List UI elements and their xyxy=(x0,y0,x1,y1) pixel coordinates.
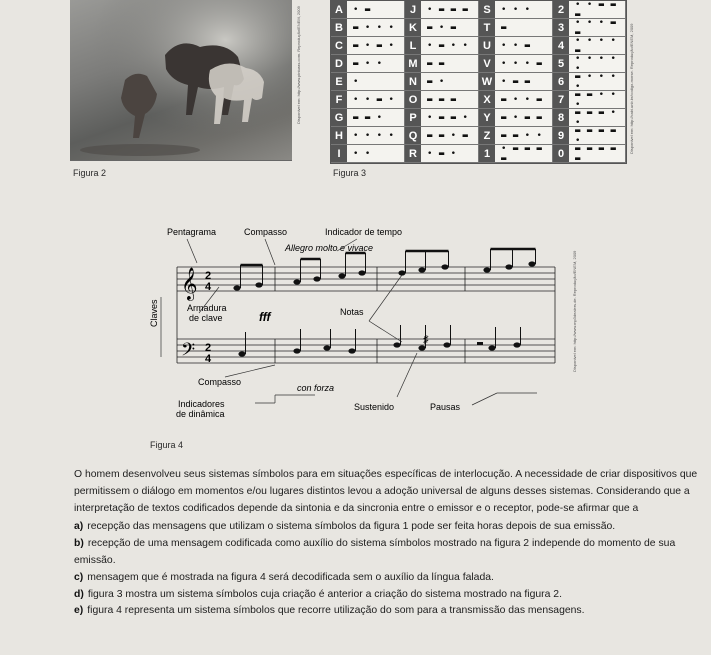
option-letter: d) xyxy=(74,588,84,600)
answer-option[interactable] xyxy=(74,570,704,587)
option-letter: e) xyxy=(74,605,84,617)
morse-code: ▬ ▬ ▬ ▬ • xyxy=(575,125,617,146)
morse-letter: E xyxy=(331,73,347,90)
morse-letter: 6 xyxy=(553,73,569,90)
label-compasso-top: Compasso xyxy=(244,227,288,237)
morse-cell-F xyxy=(331,91,405,109)
treble-clef: 𝄞 xyxy=(181,268,198,299)
morse-code: • ▬ xyxy=(353,4,371,15)
morse-cell-R xyxy=(405,145,479,163)
label-claves: Claves xyxy=(149,299,159,327)
morse-cell-6 xyxy=(553,73,626,91)
morse-cell-1 xyxy=(479,145,553,163)
morse-cell-X xyxy=(479,91,553,109)
morse-letter: X xyxy=(479,91,495,108)
option-letter: b) xyxy=(74,538,84,550)
morse-letter: T xyxy=(479,19,495,36)
morse-letter: D xyxy=(331,55,347,72)
morse-code: • • • ▬ ▬ xyxy=(575,17,617,38)
question-stem: O homem desenvolveu seus sistemas símbolos para em situações específicas de interlocução. A necessidade de criar dispositivos que permitissem o diálogo em momentos e/ou lugares distintos levou a adoção universal de alguns desses sistemas. Considerando que a interpretação de textos codificados depende da sintonia e da sincronia entre o emissor e o receptor, pode-se afirmar que a xyxy=(74,469,698,514)
morse-code: ▬ ▬ ▬ xyxy=(427,94,457,105)
morse-letter: Z xyxy=(479,127,495,144)
label-indicador-tempo: Indicador de tempo xyxy=(325,227,403,237)
time-sig-top: 2 xyxy=(205,270,212,282)
morse-letter: O xyxy=(405,91,421,108)
morse-cell-O xyxy=(405,91,479,109)
morse-cell-S xyxy=(479,1,553,19)
figure-2-caption: Figura 2 xyxy=(73,168,107,178)
answer-option[interactable] xyxy=(74,536,704,570)
morse-code: • • ▬ • xyxy=(353,94,395,105)
morse-cell-T xyxy=(479,19,553,37)
morse-code: ▬ ▬ xyxy=(427,58,445,69)
answer-option[interactable] xyxy=(74,587,704,604)
morse-cell-D xyxy=(331,55,405,73)
morse-cell-V xyxy=(479,55,553,73)
time-sig-bottom: 2 xyxy=(205,342,212,354)
morse-cell-C xyxy=(331,37,405,55)
morse-cell-9 xyxy=(553,127,626,145)
option-letter: c) xyxy=(74,571,84,583)
morse-letter: 5 xyxy=(553,55,569,72)
morse-code: ▬ • ▬ • xyxy=(353,40,395,51)
morse-code: ▬ ▬ • • • xyxy=(575,89,617,110)
morse-code: ▬ • • • • xyxy=(575,71,617,92)
morse-code: • ▬ ▬ ▬ xyxy=(427,4,469,15)
label-indicadores: Indicadores xyxy=(178,399,225,409)
morse-letter: S xyxy=(479,1,495,18)
morse-letter: 9 xyxy=(553,127,569,144)
morse-cell-U xyxy=(479,37,553,55)
morse-letter: L xyxy=(405,37,421,54)
morse-cell-5 xyxy=(553,55,626,73)
morse-cell-7 xyxy=(553,91,626,109)
sharp-symbol: ♯ xyxy=(423,334,429,346)
morse-code: ▬ ▬ ▬ ▬ ▬ xyxy=(575,143,617,164)
figure-2-credit: Disponível em: http://www.pinturas.com. Reprodução/ENEM, 2009 xyxy=(296,6,301,124)
morse-cell-W xyxy=(479,73,553,91)
morse-letter: J xyxy=(405,1,421,18)
morse-cell-8 xyxy=(553,109,626,127)
morse-letter: W xyxy=(479,73,495,90)
morse-letter: N xyxy=(405,73,421,90)
option-letter: a) xyxy=(74,521,84,533)
morse-letter: V xyxy=(479,55,495,72)
morse-code: ▬ xyxy=(501,22,507,33)
morse-letter: 3 xyxy=(553,19,569,36)
morse-letter: 2 xyxy=(553,1,569,18)
morse-cell-M xyxy=(405,55,479,73)
morse-letter: B xyxy=(331,19,347,36)
morse-cell-E xyxy=(331,73,405,91)
label-fff: fff xyxy=(259,310,271,324)
figure-3-caption: Figura 3 xyxy=(333,168,367,178)
label-pausas: Pausas xyxy=(430,402,461,412)
morse-code: ▬ • • xyxy=(353,58,383,69)
label-pentagrama: Pentagrama xyxy=(167,227,217,237)
morse-letter: H xyxy=(331,127,347,144)
answer-options xyxy=(74,519,704,620)
morse-code: ▬ ▬ • • xyxy=(501,130,543,141)
morse-cell-L xyxy=(405,37,479,55)
morse-code: • • • • • xyxy=(575,53,617,74)
question-text xyxy=(74,467,704,620)
morse-cell-N xyxy=(405,73,479,91)
label-de-clave: de clave xyxy=(189,313,223,323)
morse-code: • • • • ▬ xyxy=(575,35,617,56)
morse-letter: P xyxy=(405,109,421,126)
morse-code: • ▬ ▬ • xyxy=(427,112,469,123)
morse-code: ▬ • • ▬ xyxy=(501,94,543,105)
morse-cell-4 xyxy=(553,37,626,55)
option-text: figura 4 representa um sistema símbolos que recorre utilização do som para a transmissão das mensagens. xyxy=(87,605,585,617)
morse-cell-H xyxy=(331,127,405,145)
label-tempo: Allegro molto e vivace xyxy=(285,243,374,253)
morse-letter: 4 xyxy=(553,37,569,54)
figure-2-painting xyxy=(70,0,292,161)
label-armadura: Armadura xyxy=(187,303,227,313)
figure-4-caption: Figura 4 xyxy=(150,440,184,450)
morse-letter: F xyxy=(331,91,347,108)
morse-cell-I xyxy=(331,145,405,163)
morse-code: • xyxy=(353,76,359,87)
morse-letter: R xyxy=(405,145,421,162)
label-sustenido: Sustenido xyxy=(354,402,395,412)
morse-letter: C xyxy=(331,37,347,54)
option-text: figura 3 mostra um sistema símbolos cuja criação é anterior a criação do sistema mostrado na figura 2. xyxy=(87,588,562,600)
morse-code: ▬ ▬ • ▬ xyxy=(427,130,469,141)
figure-4-music-score xyxy=(147,217,568,437)
morse-code: • • • • xyxy=(353,130,395,141)
morse-letter: K xyxy=(405,19,421,36)
morse-code: ▬ • • • xyxy=(353,22,395,33)
morse-cell-K xyxy=(405,19,479,37)
morse-letter: 7 xyxy=(553,91,569,108)
morse-cell-Y xyxy=(479,109,553,127)
morse-cell-B xyxy=(331,19,405,37)
morse-cell-A xyxy=(331,1,405,19)
figure-3-morse-table xyxy=(330,0,627,164)
horses-painting-image xyxy=(70,0,292,160)
svg-text:4: 4 xyxy=(205,281,212,293)
morse-code: ▬ ▬ ▬ • • xyxy=(575,107,617,128)
option-text: recepção de uma mensagem codificada como auxílio do sistema símbolos mostrado na figura 2 independe do momento de sua emissão. xyxy=(74,538,676,566)
morse-code: • • ▬ xyxy=(501,40,531,51)
bass-clef: 𝄢 xyxy=(181,339,196,364)
svg-text:4: 4 xyxy=(205,353,212,365)
option-text: mensagem que é mostrada na figura 4 será decodificada sem o auxílio da língua falada. xyxy=(87,571,494,583)
label-compasso-bottom: Compasso xyxy=(198,377,242,387)
morse-letter: 8 xyxy=(553,109,569,126)
morse-letter: 1 xyxy=(479,145,495,162)
morse-cell-Q xyxy=(405,127,479,145)
morse-code: • ▬ ▬ xyxy=(501,76,531,87)
rest-symbol xyxy=(477,342,483,345)
morse-code: • ▬ ▬ ▬ ▬ xyxy=(501,143,543,164)
morse-code: • ▬ • • xyxy=(427,40,469,51)
morse-code: ▬ • ▬ ▬ xyxy=(501,112,543,123)
morse-code: • • • xyxy=(501,4,531,15)
morse-cell-2 xyxy=(553,1,626,19)
morse-letter: G xyxy=(331,109,347,126)
morse-cell-3 xyxy=(553,19,626,37)
answer-option[interactable] xyxy=(74,603,704,620)
morse-cell-P xyxy=(405,109,479,127)
morse-letter: U xyxy=(479,37,495,54)
morse-cell-0 xyxy=(553,145,626,163)
label-notas: Notas xyxy=(340,307,364,317)
morse-code: • ▬ • xyxy=(427,148,457,159)
morse-cell-Z xyxy=(479,127,553,145)
figure-3-credit: Disponível em: http://cabi.unb.br/codigo-morse. Reprodução/ENEM, 2009 xyxy=(629,23,634,154)
morse-code: ▬ • ▬ xyxy=(427,22,457,33)
morse-code: • • ▬ ▬ ▬ xyxy=(575,0,617,20)
option-text: recepção das mensagens que utilizam o sistema símbolos da figura 1 pode ser feita horas depois de sua emissão. xyxy=(87,521,616,533)
morse-letter: Y xyxy=(479,109,495,126)
morse-letter: 0 xyxy=(553,145,569,162)
morse-letter: M xyxy=(405,55,421,72)
morse-letter: Q xyxy=(405,127,421,144)
morse-code: • • xyxy=(353,148,371,159)
morse-letter: A xyxy=(331,1,347,18)
morse-code: ▬ ▬ • xyxy=(353,112,383,123)
label-de-dinamica: de dinâmica xyxy=(176,409,225,419)
morse-cell-G xyxy=(331,109,405,127)
morse-letter: I xyxy=(331,145,347,162)
morse-cell-J xyxy=(405,1,479,19)
label-con-forza: con forza xyxy=(297,383,335,393)
answer-option[interactable] xyxy=(74,519,704,536)
morse-code: ▬ • xyxy=(427,76,445,87)
morse-code: • • • ▬ xyxy=(501,58,543,69)
figure-4-credit: Disponível em: http://www.mp3dealers.de. Reprodução/ENEM, 2009 xyxy=(572,250,577,372)
